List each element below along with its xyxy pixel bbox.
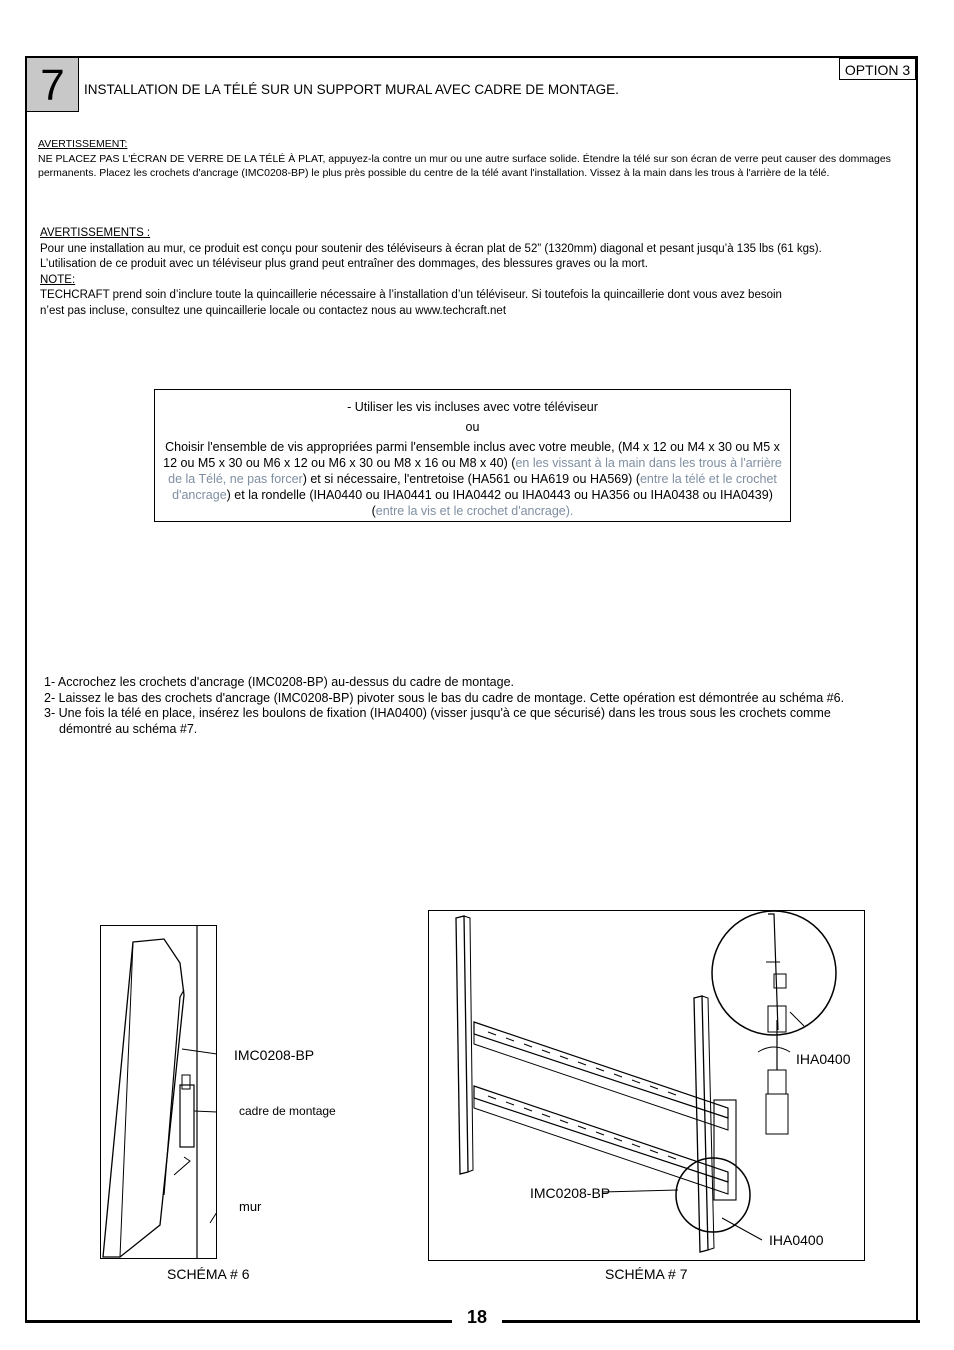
screw-note-hand-tight: en les vissant à la main dans les trous à l'arrière de la Télé, ne pas forcer: [168, 456, 782, 486]
figure-7-hook-label: IMC0208-BP: [530, 1185, 611, 1201]
page-title: INSTALLATION DE LA TÉLÉ SUR UN SUPPORT MURAL AVEC CADRE DE MONTAGE.: [84, 82, 619, 97]
screw-note-washer: entre la vis et le crochet d'ancrage: [375, 504, 566, 518]
warning-text: NE PLACEZ PAS L'ÉCRAN DE VERRE DE LA TÉLÉ À PLAT, appuyez-la contre un mur ou une autre surface solide. Étendre la télé sur son écran de verre peut causer des dommages permanents. Placez les crochets d'ancrage (IMC0208-BP) le plus près possible du centre de la télé avant l'installation. Vissez à la main dans les trous à l'arrière de la télé.: [38, 153, 891, 179]
figure-7-caption: SCHÉMA # 7: [605, 1266, 688, 1282]
screw-text-3: ) et la rondelle (IHA0440 ou IHA0441 ou IHA0442 ou IHA0443 ou HA356 ou IHA0438 ou IHA0439) (: [226, 488, 773, 518]
figure-6-frame-label: cadre de montage: [239, 1104, 336, 1118]
figure-7-mount-view: [428, 910, 865, 1261]
warning-heading: AVERTISSEMENT:: [38, 138, 128, 150]
page-number: 18: [466, 1307, 488, 1327]
figure-6-wall-label: mur: [239, 1199, 262, 1214]
option-label: OPTION 3: [839, 58, 916, 80]
screw-note-spacer: entre la télé et le crochet d'ancrage: [172, 472, 777, 502]
warnings-line-2: L’utilisation de ce produit avec un téléviseur plus grand peut entraîner des dommages, des blessures graves ou la mort.: [40, 258, 648, 270]
warnings-heading: AVERTISSEMENTS :: [40, 227, 151, 239]
screw-text-1: Choisir l'ensemble de vis appropriées parmi l'ensemble inclus avec votre meuble, (M4 x 12 ou M4 x 30 ou M5 x 12 ou M5 x 30 ou M6 x 12 ou M6 x 30 ou M8 x 16 ou M8 x 40) (: [163, 440, 780, 470]
note-heading: NOTE:: [40, 273, 76, 286]
note-line-1: TECHCRAFT prend soin d’inclure toute la quincaillerie nécessaire à l’installation d’un téléviseur. Si toutefois la quincaillerie dont vous avez besoin: [40, 289, 782, 301]
footer-rule-left: [25, 1320, 452, 1323]
screw-option-2: [155, 439, 790, 519]
step-2: 2- Laissez le bas des crochets d'ancrage (IMC0208-BP) pivoter sous le bas du cadre de montage. Cette opération est démontrée au schéma #6.: [44, 690, 845, 705]
figure-7-bolt-label-bottom: IHA0400: [769, 1232, 824, 1248]
screw-option-1: - Utiliser les vis incluses avec votre téléviseur: [347, 400, 598, 414]
step-3-continued: démontré au schéma #7.: [59, 721, 198, 736]
figure-6-side-view: [100, 925, 217, 1259]
note-line-2: n’est pas incluse, consultez une quincaillerie locale ou contactez nous au www.techcraft.net: [40, 304, 507, 317]
footer-rule-right: [502, 1320, 920, 1323]
step-1: 1- Accrochez les crochets d'ancrage (IMC0208-BP) au-dessus du cadre de montage.: [44, 675, 514, 689]
step-number: 7: [27, 58, 79, 112]
step-3: 3- Une fois la télé en place, insérez les boulons de fixation (IHA0400) (visser jusqu'à ce que sécurisé) dans les trous sous les crochets comme: [44, 706, 831, 720]
warnings-line-1: Pour une installation au mur, ce produit est conçu pour soutenir des téléviseurs à écran plat de 52” (1320mm) diagonal et pesant jusqu’à 135 lbs (61 kgs).: [40, 242, 822, 255]
figure-6-hook-label: IMC0208-BP: [234, 1047, 315, 1063]
screw-or: ou: [465, 420, 480, 434]
screw-selection-box: [154, 389, 791, 522]
figure-6-caption: SCHÉMA # 6: [167, 1266, 250, 1282]
instruction-steps: [44, 675, 904, 737]
screw-text-2: ) et si nécessaire, l'entretoise (HA561 ou HA619 ou HA569) (: [302, 472, 640, 486]
warnings-block: [40, 226, 910, 319]
screw-text-4: ).: [565, 504, 574, 518]
figure-7-bolt-label-top: IHA0400: [796, 1051, 851, 1067]
